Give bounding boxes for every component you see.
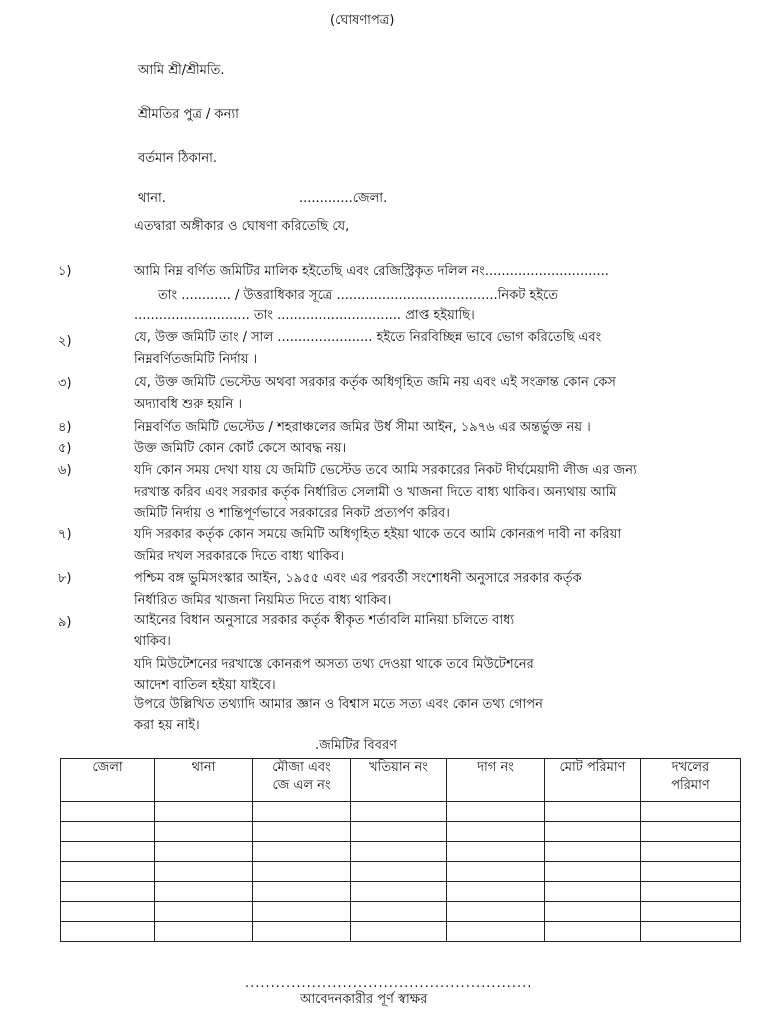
clause-line: থাকিব।	[134, 634, 171, 649]
clause-line: ............................ তাং .............................. প্রাপ্ত হইয়াছি।	[134, 308, 475, 323]
table-cell[interactable]	[253, 922, 351, 942]
table-cell[interactable]	[641, 822, 741, 842]
table-cell[interactable]	[253, 842, 351, 862]
table-cell[interactable]	[545, 922, 641, 942]
column-header-possession-area	[641, 759, 741, 802]
clause-line: আইনের বিধান অনুসারে সরকার কর্তৃক স্বীকৃত শর্তাবলি মানিয়া চলিতে বাধ্য	[134, 613, 515, 628]
clause-line: অদ্যাবধি শুরু হয়নি ।	[134, 397, 243, 412]
table-cell[interactable]	[447, 902, 545, 922]
table-cell[interactable]	[155, 842, 253, 862]
table-cell[interactable]	[61, 882, 155, 902]
table-cell[interactable]	[155, 862, 253, 882]
table-cell[interactable]	[253, 822, 351, 842]
table-cell[interactable]	[641, 802, 741, 822]
table-cell[interactable]	[545, 802, 641, 822]
signature-label: আবেদনকারীর পূর্ণ স্বাক্ষর	[300, 992, 428, 1007]
clause-line: আদেশ বাতিল হইয়া যাইবে।	[134, 678, 276, 693]
table-cell[interactable]	[61, 822, 155, 842]
header-text: দাগ নং	[477, 760, 514, 775]
clause-line: উপরে উল্লিখিত তথ্যাদি আমার জ্ঞান ও বিশ্বাস মতে সত্য এবং কোন তথ্য গোপন	[134, 697, 543, 712]
table-cell[interactable]	[351, 922, 447, 942]
clause-line: নির্ধারিত জমির খাজনা নিয়মিত দিতে বাধ্য থাকিব।	[134, 593, 392, 608]
column-header-total-area	[545, 759, 641, 802]
table-cell[interactable]	[351, 842, 447, 862]
header-text: মৌজা এবং	[272, 760, 331, 775]
header-text: খতিয়ান নং	[369, 760, 428, 775]
clause-line: যে, উক্ত জমিটি তাং / সাল ....................... হইতে নিরবিচ্ছিন্ন ভাবে ভোগ করিতেছি এবং	[134, 330, 602, 345]
table-cell[interactable]	[447, 822, 545, 842]
table-row	[61, 802, 741, 822]
name-label: আমি শ্রী/শ্রীমতি.	[138, 63, 225, 78]
table-cell[interactable]	[253, 902, 351, 922]
column-header-district	[61, 759, 155, 802]
table-cell[interactable]	[253, 882, 351, 902]
table-cell[interactable]	[155, 902, 253, 922]
table-cell[interactable]	[447, 842, 545, 862]
clause-line: নিম্নবর্ণিত জমিটি ভেস্টেড / শহরাঞ্চলের জমির উর্ধ সীমা আইন, ১৯৭৬ এর অন্তর্ভুক্ত নয় ।	[134, 420, 591, 435]
table-cell[interactable]	[61, 842, 155, 862]
declaration-intro: এতদ্বারা অঙ্গীকার ও ঘোষণা করিতেছি যে,	[134, 219, 350, 234]
clause-line: যদি মিউটেশনের দরখাস্তে কোনরূপ অসত্য তথ্য দেওয়া থাকে তবে মিউটেশনের	[134, 657, 534, 672]
table-cell[interactable]	[447, 882, 545, 902]
table-row	[61, 842, 741, 862]
table-cell[interactable]	[447, 802, 545, 822]
table-header-row	[61, 759, 741, 802]
table-row	[61, 862, 741, 882]
clause-number: ৬)	[58, 463, 72, 478]
clause-line: দরখাস্ত করিব এবং সরকার কর্তৃক নির্ধারিত সেলামী ও খাজনা দিতে বাধ্য থাকিব। অন্যথায় আমি	[134, 485, 617, 500]
clause-number: ৭)	[58, 527, 72, 542]
table-cell[interactable]	[155, 882, 253, 902]
table-cell[interactable]	[545, 822, 641, 842]
header-text: পরিমাণ	[671, 778, 710, 793]
clause-line: যে, উক্ত জমিটি ভেস্টেড অথবা সরকার কর্তৃক অধিগৃহিত জমি নয় এবং এই সংক্রান্ত কোন কেস	[134, 375, 616, 390]
district-label: .............জেলা.	[299, 191, 388, 206]
table-row	[61, 902, 741, 922]
clause-line: উক্ত জমিটি কোন কোর্ট কেসে আবদ্ধ নয়।	[134, 441, 347, 456]
table-cell[interactable]	[641, 922, 741, 942]
clause-number: ৩)	[58, 376, 72, 391]
column-header-dag	[447, 759, 545, 802]
table-cell[interactable]	[641, 862, 741, 882]
table-cell[interactable]	[545, 862, 641, 882]
document-title: (ঘোষণাপত্র)	[330, 13, 395, 28]
table-cell[interactable]	[351, 822, 447, 842]
parent-label: শ্রীমতির পুত্র / কন্যা	[138, 107, 239, 122]
table-cell[interactable]	[351, 902, 447, 922]
table-cell[interactable]	[545, 842, 641, 862]
header-text: মোট পরিমাণ	[559, 760, 626, 775]
clause-number: ৮)	[58, 571, 72, 586]
table-cell[interactable]	[155, 822, 253, 842]
land-details-table	[60, 758, 741, 942]
table-row	[61, 882, 741, 902]
column-header-mouza-jl	[253, 759, 351, 802]
table-cell[interactable]	[351, 862, 447, 882]
table-cell[interactable]	[447, 922, 545, 942]
table-cell[interactable]	[351, 802, 447, 822]
table-cell[interactable]	[641, 882, 741, 902]
clause-line: নিম্নবর্ণিতজমিটি নির্দায় ।	[134, 352, 258, 367]
clause-line: করা হয় নাই।	[134, 718, 200, 733]
clause-number: ৫)	[58, 441, 72, 456]
table-cell[interactable]	[641, 842, 741, 862]
address-label: বর্তমান ঠিকানা.	[138, 151, 218, 166]
table-cell[interactable]	[545, 882, 641, 902]
clause-line: আমি নিম্ন বর্ণিত জমিটির মালিক হইতেছি এবং রেজিস্ট্রিকৃত দলিল নং..............................	[134, 264, 609, 279]
police-station-label: থানা.	[138, 191, 166, 206]
land-table-title: .জমিটির বিবরণ	[315, 738, 397, 753]
table-cell[interactable]	[61, 922, 155, 942]
header-text: জেলা	[92, 760, 123, 775]
header-text: থানা	[191, 760, 216, 775]
clause-line: পশ্চিম বঙ্গ ভুমিসংস্কার আইন, ১৯৫৫ এবং এর পরবর্তী সংশোধনী অনুসারে সরকার কর্তৃক	[134, 571, 582, 586]
clause-number: ২)	[58, 334, 72, 349]
table-cell[interactable]	[61, 902, 155, 922]
column-header-khatian	[351, 759, 447, 802]
clause-line: যদি সরকার কর্তৃক কোন সময়ে জমিটি অধিগৃহিত হইয়া থাকে তবে আমি কোনরূপ দাবী না করিয়া	[134, 527, 622, 542]
table-cell[interactable]	[155, 802, 253, 822]
column-header-police-station	[155, 759, 253, 802]
table-cell[interactable]	[61, 802, 155, 822]
clause-number: ১)	[58, 264, 72, 279]
clause-number: ৪)	[58, 420, 72, 435]
table-cell[interactable]	[61, 862, 155, 882]
table-cell[interactable]	[545, 902, 641, 922]
header-text: জে এল নং	[272, 778, 331, 793]
clause-line: জমির দখল সরকারকে দিতে বাধ্য থাকিব।	[134, 549, 344, 564]
table-cell[interactable]	[351, 882, 447, 902]
clause-number: ৯)	[58, 615, 72, 630]
signature-line[interactable]: ........................................................	[245, 976, 533, 991]
table-row	[61, 822, 741, 842]
clause-line: জমিটি নির্দায় ও শান্তিপূর্ণভাবে সরকারের নিকট প্রত্যর্পণ করিব।	[134, 506, 450, 521]
table-cell[interactable]	[641, 902, 741, 922]
header-text: দখলের	[671, 760, 710, 775]
clause-line: তাং ............ / উত্তরাধিকার সূত্রে .......................................নিকট হইতে	[158, 288, 558, 303]
table-cell[interactable]	[253, 802, 351, 822]
clause-line: যদি কোন সময় দেখা যায় যে জমিটি ভেস্টেড তবে আমি সরকারের নিকট দীর্ঘমেয়াদী লীজ এর জন্য	[134, 463, 637, 478]
table-cell[interactable]	[253, 862, 351, 882]
table-row	[61, 922, 741, 942]
table-cell[interactable]	[447, 862, 545, 882]
table-cell[interactable]	[155, 922, 253, 942]
